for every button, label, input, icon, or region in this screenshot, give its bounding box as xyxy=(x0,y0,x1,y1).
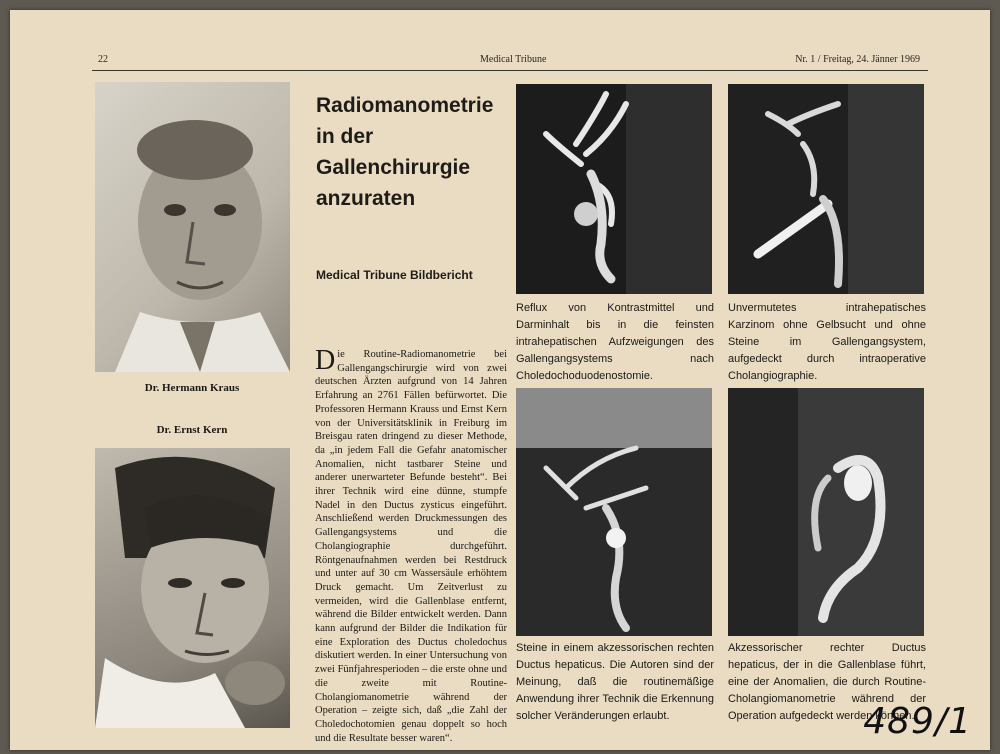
caption-name-kern: Dr. Ernst Kern xyxy=(156,424,228,436)
newspaper-clipping xyxy=(10,10,990,750)
article-title: Radiomanometrie in der Gallenchirurgie anzuraten xyxy=(316,94,494,210)
xray-image-reflux xyxy=(516,84,712,294)
caption-xray-reflux: Reflux von Kontrastmittel und Darminhalt bis in die feinsten intrahepatischen Aufzweigungen des Gallengangsystems nach Choledochoduodenostomie. xyxy=(516,302,714,382)
portrait-photo-kern xyxy=(95,448,290,728)
xray-image-ductus xyxy=(728,388,924,636)
publication-name: Medical Tribune xyxy=(480,54,547,65)
drop-cap: D xyxy=(315,345,336,376)
caption-xray-ductus: Akzessorischer rechter Ductus hepaticus, der in die Gallenblase führt, eine der Anomalien, die durch Routine-Cholangiomanometrie während der Operation aufgedeckt werden können. xyxy=(728,642,926,722)
page-number: 22 xyxy=(98,54,108,65)
article-body-text: ie Routine-Radiomanometrie bei Gallengangschirurgie wird von zwei deutschen Ärzten aufgrund von 14 Jahren Erfahrung an 2761 Fällen befürwortet. Die Professoren Hermann Krauss und Ernst Kern von der Universitätsklinik in Freiburg im Breisgau raten dringend zu dieser Methode, da „in jedem Fall die Gefahr anatomischer Anomalien, nicht tastbarer Steine und anderer unerwarteter Befunde besteht“. Bei ihrer Technik wird eine dünne, stumpfe Nadel in den Ductus zysticus eingeführt. Anschließend werden Druckmessungen des Gallengangsystems und die Cholangiographie durchgeführt. Röntgenaufnahmen werden bei Restdruck und unter auf 30 cm Wassersäule erhöhtem Druck gemacht. Um Zeitverlust zu vermeiden, wird die Gallenblase entfernt, während die Bilder entwickelt werden. Dann kann aufgrund der Bilder die Indikation für eine Exploration des Ductus choledochus diskutiert werden. In einer Untersuchung von zwei Fünfjahresperioden – die erste ohne und die zweite mit Routine-Cholangiomanometrie während der Operation – zeigte sich, daß „die Zahl der Choledochotomien genau doppelt so hoch und die Resultate besser waren“. xyxy=(315,349,507,744)
header-rule xyxy=(92,70,928,71)
article-body xyxy=(315,345,507,745)
caption-name-kraus: Dr. Hermann Kraus xyxy=(144,382,240,394)
caption-xray-steine: Steine in einem akzessorischen rechten Ductus hepaticus. Die Autoren sind der Meinung, daß die routinemäßige Anwendung ihrer Technik die Erkennung solcher Veränderungen erlaubt. xyxy=(516,642,714,722)
handwritten-note: 489/1 xyxy=(863,701,972,742)
xray-image-karzinom xyxy=(728,84,924,294)
article-subtitle: Medical Tribune Bildbericht xyxy=(316,268,473,282)
issue-date: Nr. 1 / Freitag, 24. Jänner 1969 xyxy=(795,54,920,65)
portrait-photo-kraus xyxy=(95,82,290,372)
caption-xray-karzinom: Unvermutetes intrahepatisches Karzinom ohne Gelbsucht und ohne Steine im Gallengangsystem, aufgedeckt durch intraoperative Cholangiographie. xyxy=(728,302,926,382)
xray-image-steine xyxy=(516,388,712,636)
